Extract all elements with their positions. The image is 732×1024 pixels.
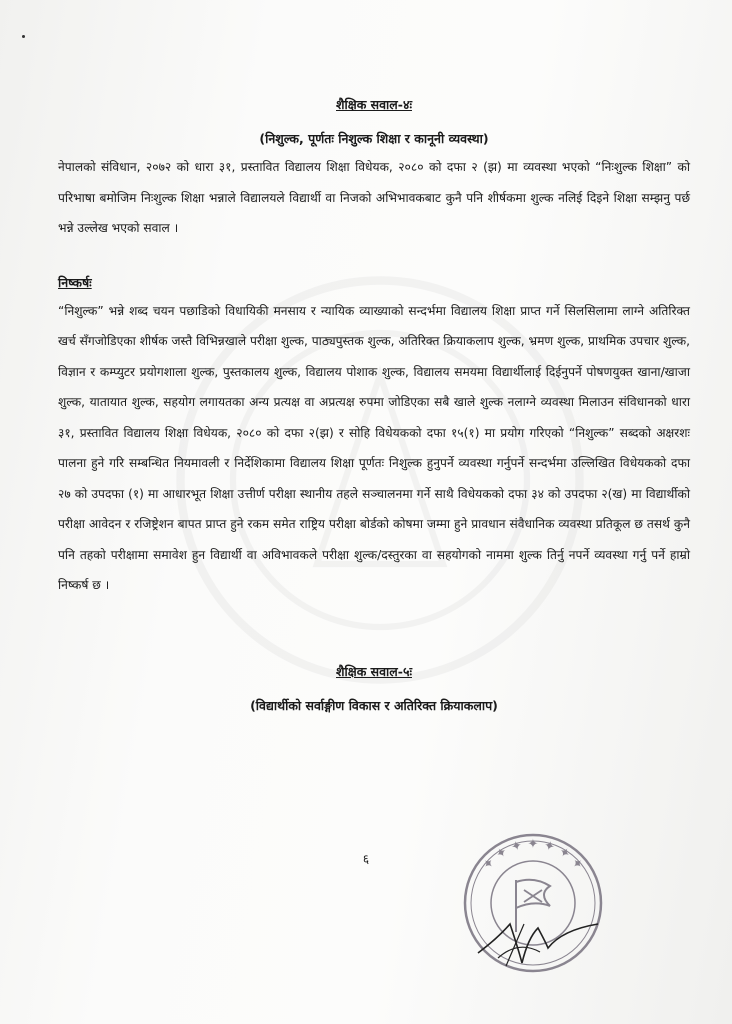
stray-mark	[22, 35, 25, 38]
section-4-question: नेपालको संविधान, २०७२ को धारा ३१, प्रस्तावित विद्यालय शिक्षा विधेयक, २०८० को दफा २ (झ) मा व्यवस्था भएको “निःशुल्क शिक्षा” को परिभाषा बमोजिम निःशुल्क शिक्षा भन्नाले विद्यालयले विद्यार्थी वा निजको अभिभावकबाट कुनै पनि शीर्षकमा शुल्क नलिई दिइने शिक्षा सम्झनु पर्छ भन्ने उल्लेख भएको सवाल ।	[58, 160, 690, 235]
section-5-subtitle: (विद्यार्थीको सर्वाङ्गीण विकास र अतिरिक्त क्रियाकलाप)	[250, 697, 498, 713]
svg-text:✦ ✦ ✦ ✦ ✦ ✦ ✦: ✦ ✦ ✦ ✦ ✦ ✦ ✦	[480, 837, 586, 874]
page-content	[58, 96, 690, 715]
conclusion-paragraph: “निशुल्क” भन्ने शब्द चयन पछाडिको विधायिकी मनसाय र न्यायिक व्याख्याको सन्दर्भमा विद्यालय शिक्षा प्राप्त गर्ने सिलसिलामा लाग्ने अतिरिक्त खर्च सँगजोडिएका शीर्षक जस्तै विभिन्नखाले परीक्षा शुल्क, पाठ्यपुस्तक शुल्क, अतिरिक्त क्रियाकलाप शुल्क, भ्रमण शुल्क, प्राथमिक उपचार शुल्क, विज्ञान र कम्प्युटर प्रयोगशाला शुल्क, पुस्तकालय शुल्क, विद्यालय पोशाक शुल्क, विद्यालय समयमा विद्यार्थीलाई दिईनुपर्ने पोषणयुक्त खाना/खाजा शुल्क, यातायात शुल्क, सहयोग लगायतका अन्य प्रत्यक्ष वा अप्रत्यक्ष रुपमा जोडिएका सबै खाले शुल्क नलाग्ने व्यवस्था मिलाउन संविधानको धारा ३१, प्रस्तावित विद्यालय शिक्षा विधेयक, २०८० को दफा २(झ) र सोहि विधेयकको दफा १५(१) मा प्रयोग गरिएको “निशुल्क” सब्दको अक्षरशः पालना हुने गरि सम्बन्धित नियमावली र निर्देशिकामा विद्यालय शिक्षा पूर्णतः निशुल्क हुनुपर्ने व्यवस्था गर्नुपर्ने सन्दर्भमा उल्लिखित विधेयकको दफा २७ को उपदफा (१) मा आधारभूत शिक्षा उत्तीर्ण परीक्षा स्थानीय तहले सञ्चालनमा गर्ने साथै विधेयकको दफा ३४ को उपदफा २(ख) मा विद्यार्थीको परीक्षा आवेदन र रजिष्ट्रेशन बापत प्राप्त हुने रकम समेत राष्ट्रिय परीक्षा बोर्डको कोषमा जम्मा हुने प्रावधान संवैधानिक व्यवस्था प्रतिकूल छ तसर्थ कुनै पनि तहको परीक्षामा समावेश हुन विद्यार्थी वा अविभावकले परीक्षा शुल्क/दस्तुरका वा सहयोगको नाममा शुल्क तिर्नु नपर्ने व्यवस्था गर्नु पर्ने हाम्रो निष्कर्ष छ ।	[58, 303, 690, 592]
page-number: ६	[362, 852, 370, 866]
section-4-title: शैक्षिक सवाल-४ः	[336, 97, 412, 112]
conclusion-label: निष्कर्षः	[58, 274, 92, 290]
section-4-subtitle: (निशुल्क, पूर्णतः निशुल्क शिक्षा र कानूनी व्यवस्था)	[259, 131, 489, 146]
section-5-title: शैक्षिक सवाल-५ः	[336, 663, 412, 679]
organization-seal-icon	[458, 828, 608, 978]
